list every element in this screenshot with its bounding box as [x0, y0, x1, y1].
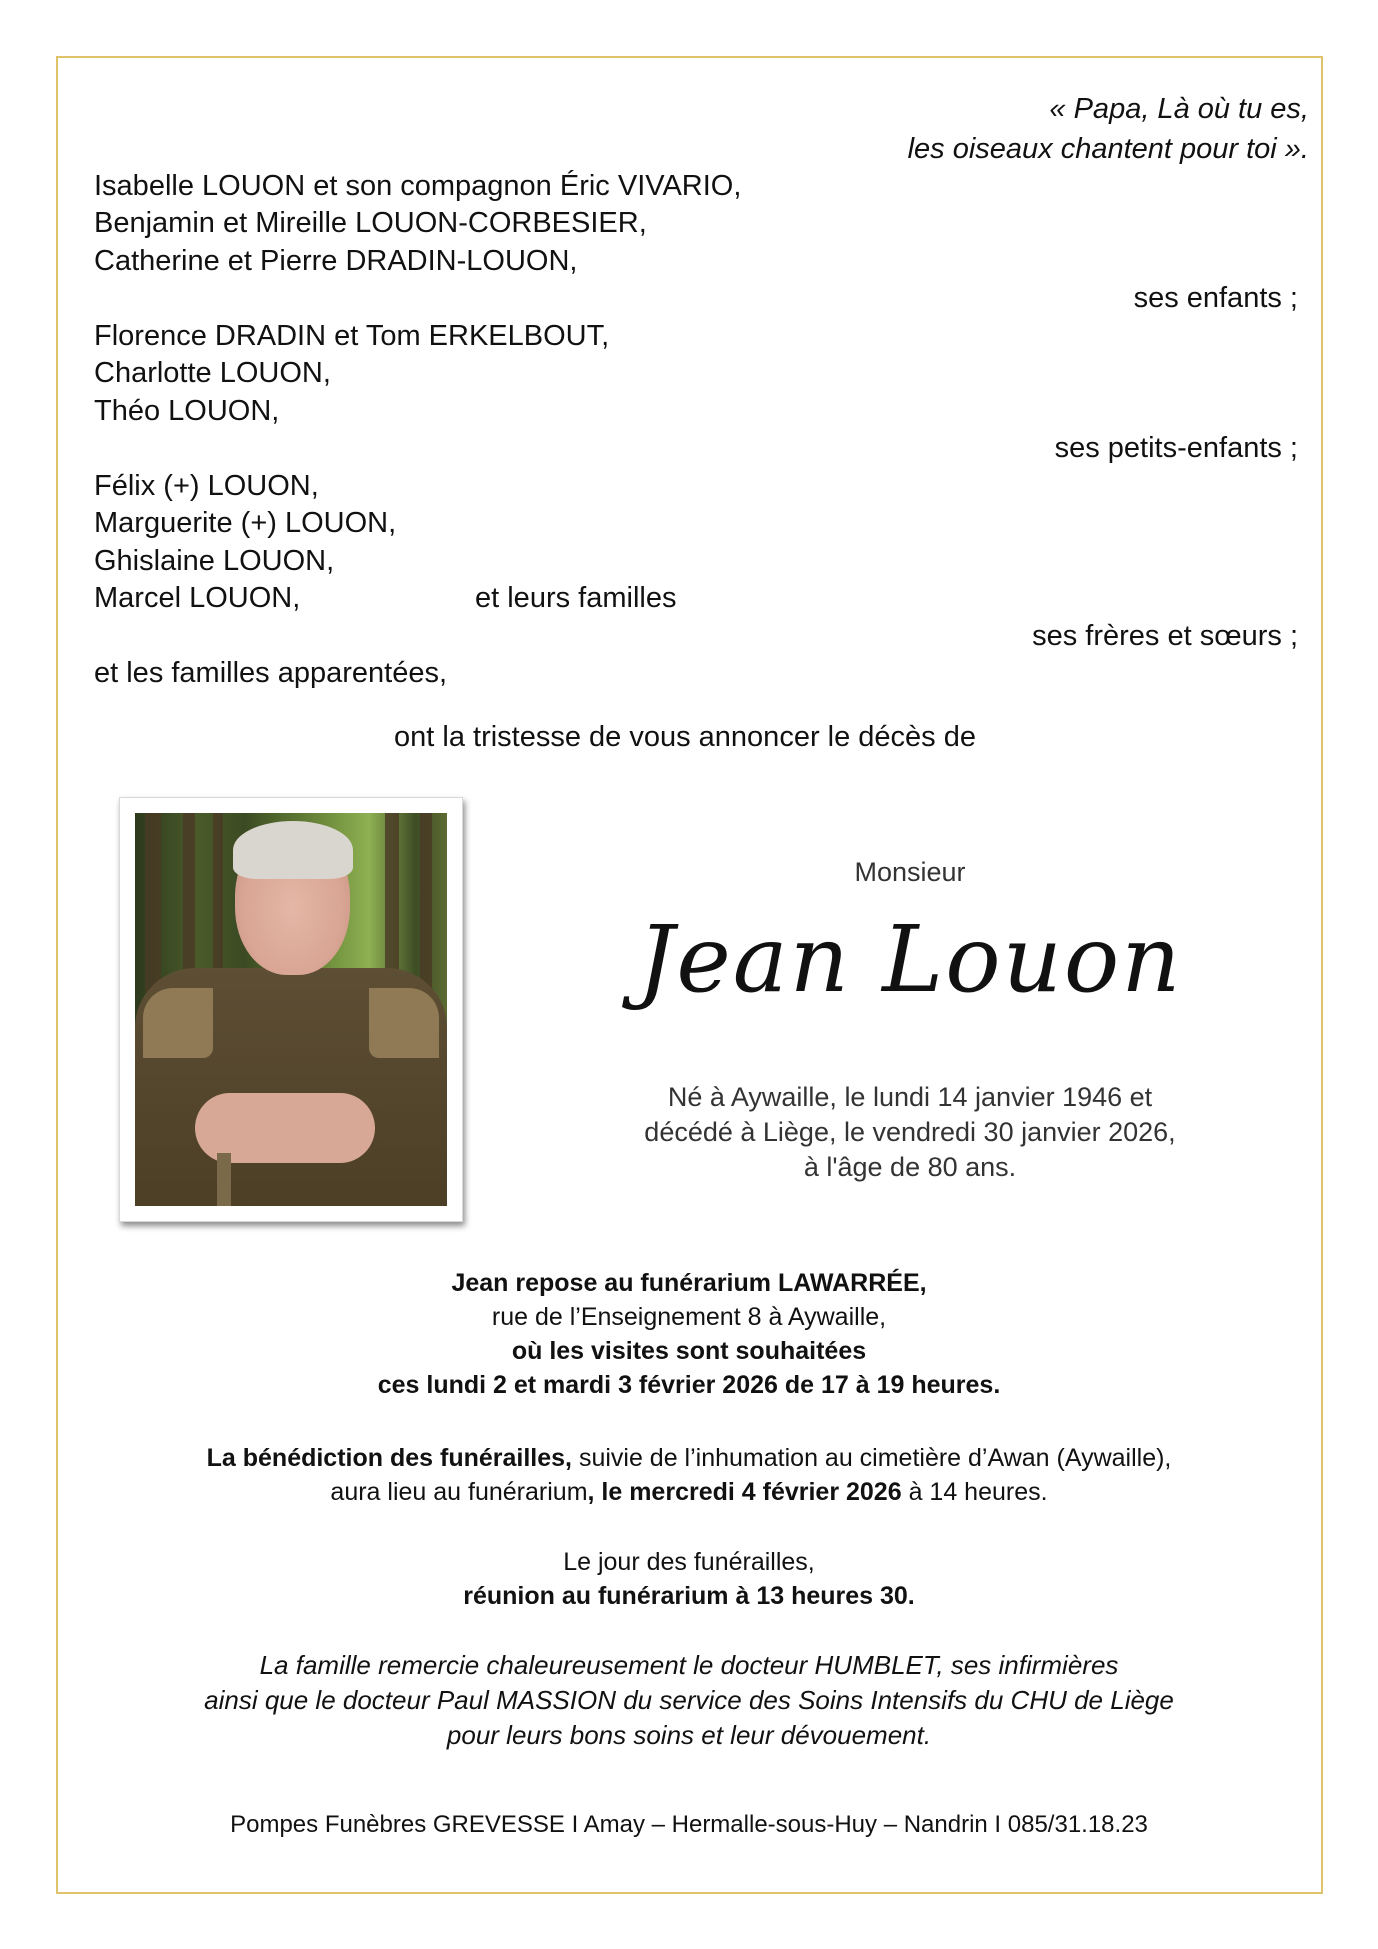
epigraph-quote	[908, 89, 1309, 169]
family-member: Isabelle LOUON et son compagnon Éric VIVARIO,	[94, 170, 742, 202]
bio-line-3: à l'âge de 80 ans.	[803, 1152, 1017, 1182]
thanks-line-2: ainsi que le docteur Paul MASSION du service des Soins Intensifs du CHU de Liège	[204, 1685, 1174, 1715]
visitation-dates: ces lundi 2 et mardi 3 février 2026 de 17 à 19 heures.	[377, 1371, 1001, 1399]
portrait-frame	[119, 797, 463, 1222]
ceremony-heading: La bénédiction des funérailles,	[206, 1444, 572, 1472]
family-member: Théo LOUON,	[94, 395, 280, 427]
deceased-bio	[580, 1080, 1240, 1185]
family-member: Marcel LOUON,	[94, 582, 301, 614]
ceremony-info	[0, 1441, 1378, 1509]
meeting-info	[0, 1545, 1378, 1613]
visitation-line-1: Jean repose au funérarium LAWARRÉE,	[451, 1269, 927, 1297]
deceased-title: Monsieur	[854, 857, 966, 887]
visitation-address: rue de l’Enseignement 8 à Aywaille,	[491, 1303, 887, 1331]
ceremony-location: aura lieu au funérarium	[330, 1478, 588, 1506]
family-member: Catherine et Pierre DRADIN-LOUON,	[94, 245, 578, 277]
family-member: Florence DRADIN et Tom ERKELBOUT,	[94, 320, 610, 352]
quote-line-1: « Papa, Là où tu es,	[1049, 93, 1309, 125]
thanks-line-1: La famille remercie chaleureusement le docteur HUMBLET, ses infirmières	[259, 1650, 1119, 1680]
meeting-line-1: Le jour des funérailles,	[563, 1548, 815, 1576]
siblings-suffix: et leurs familles	[475, 582, 677, 614]
bio-line-1: Né à Aywaille, le lundi 14 janvier 1946 et	[667, 1082, 1153, 1112]
role-children: ses enfants ;	[1133, 282, 1298, 314]
announcement-text: ont la tristesse de vous annoncer le décès de	[394, 721, 976, 753]
deceased-name: Jean Louon	[637, 906, 1183, 1013]
family-member: Charlotte LOUON,	[94, 357, 331, 389]
quote-line-2: les oiseaux chantent pour toi ».	[907, 133, 1309, 165]
bio-line-2: décédé à Liège, le vendredi 30 janvier 2026,	[644, 1117, 1176, 1147]
role-siblings: ses frères et sœurs ;	[1032, 620, 1298, 652]
ceremony-line-2	[0, 1475, 1378, 1509]
ceremony-time: à 14 heures.	[901, 1478, 1048, 1506]
ceremony-line-1	[0, 1441, 1378, 1475]
thanks-line-3: pour leurs bons soins et leur dévouement.	[446, 1720, 932, 1750]
ceremony-burial: suivie de l’inhumation au cimetière d’Awan (Aywaille),	[572, 1444, 1172, 1472]
visitation-line-3: où les visites sont souhaitées	[511, 1337, 867, 1365]
family-member: Benjamin et Mireille LOUON-CORBESIER,	[94, 207, 647, 239]
funeral-home-footer: Pompes Funèbres GREVESSE I Amay – Hermalle-sous-Huy – Nandrin I 085/31.18.23	[230, 1811, 1148, 1838]
family-member: Ghislaine LOUON,	[94, 545, 335, 577]
thanks-message	[0, 1648, 1378, 1753]
portrait-photo	[135, 813, 447, 1206]
family-member: Félix (+) LOUON,	[94, 470, 319, 502]
visitation-info	[0, 1266, 1378, 1402]
family-member: Marguerite (+) LOUON,	[94, 507, 397, 539]
ceremony-date: , le mercredi 4 février 2026	[587, 1478, 902, 1506]
role-grandchildren: ses petits-enfants ;	[1054, 432, 1298, 464]
meeting-line-2: réunion au funérarium à 13 heures 30.	[463, 1582, 915, 1610]
related-families: et les familles apparentées,	[94, 657, 448, 689]
